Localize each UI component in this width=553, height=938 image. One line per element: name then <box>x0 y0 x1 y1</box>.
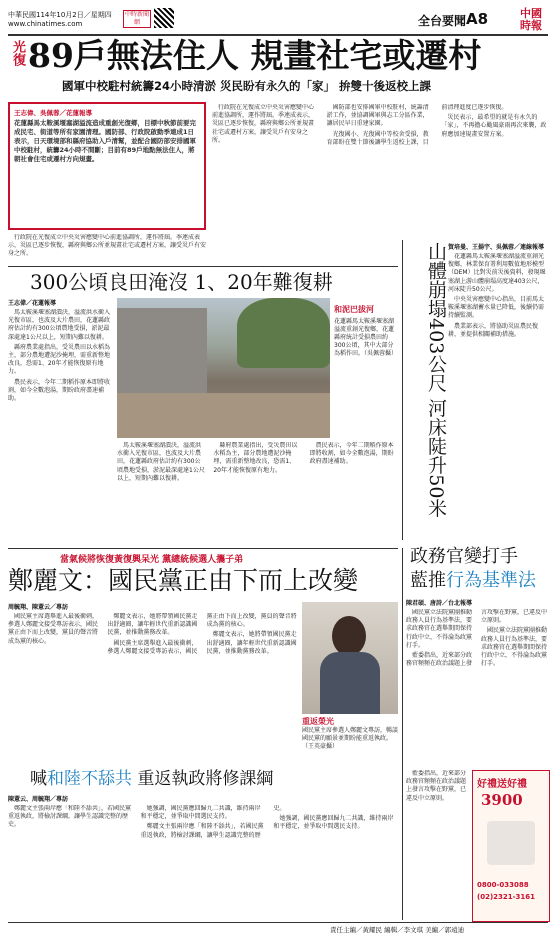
column-divider <box>402 548 403 920</box>
election-headline-line2 <box>410 570 550 592</box>
farmland-body-lower <box>117 442 398 546</box>
portrait-head <box>332 616 366 656</box>
section-divider <box>8 548 398 549</box>
politics-paragraph: 鄭麗文表示，她將帶領國民黨走出舒適圈，讓年輕世代重新認識國民黨，並推動黨務改革。 <box>206 631 297 655</box>
lead-summary: 花蓮縣馬太鞍溪堰塞湖溢流造成重創光復鄉，目標中秋節前要完成民宅、街道等所有家園清理。國防部、行政院啟動季連成1日表示，日天環境部和縣府協助入戶清幫，並配合國防部安排國軍中校駐村，統籌24小時不間斷；目前有89戶地點無法住人，將朝社會住宅或遷村方向規畫。 <box>14 119 196 163</box>
politics-paragraph: 鄭麗文表示，她將帶領國民黨走出舒適圈，讓年輕世代重新認識國民黨，並推動黨務改革。 <box>107 613 198 637</box>
side-story-paragraph: 花蓮縣馬太鞍溪堰塞湖溢流重創光復鄉，林業保育署利用數值地形模型（DEM）比對災前災後資料，發現堰塞湖上游山體崩塌高度達403公尺，河床陡升50公尺。 <box>448 253 546 293</box>
lead-body-paragraph: 行政院在光復成立中央災害應變中心前進協調所，運作將屆。季連成表示，災區已逐步恢復，縣府與鄉公所並規畫社宅或遷村方案，讓受災戶有安身之所。 <box>212 104 315 144</box>
column-divider <box>402 240 403 540</box>
farmland-photo-caption-body: 花蓮縣馬太鞍溪堰塞湖溢流重創光復鄉，花蓮縣府統計受損農田約300公頃，其中大部分為稻作田。（吳佩蓉攝） <box>334 318 398 357</box>
photo-building <box>117 308 207 398</box>
lead-kicker: 光復 <box>10 40 25 66</box>
politics-kicker: 當氣候將恢復黃復興呆光 黨總統候選人攜子弟 <box>60 555 244 565</box>
side-story-byline: 賀培曼、王揚宇、吳佩蓉／連線報導 <box>448 244 545 251</box>
farmland-paragraph: 馬太鞍溪堰塞湖潰決，溢流洪水衝入光復市區，也波及大片農田，花蓮縣政府估計約有300公頃農地受損，淤泥最深處達1公尺以上，短期內難以復耕。 <box>8 309 111 341</box>
politics2-paragraph: 她強調，國民黨應回歸九二共識，維持兩岸和平穩定，並爭取中間選民支持。 <box>140 805 261 821</box>
farmland-byline: 王志偉／花蓮報導 <box>8 300 57 307</box>
lead-body-paragraph: 國防部也安排國軍中校駐村，統籌清淤工作，並協調國軍與志工分區作業，讓居民早日重建家園。 <box>326 104 429 128</box>
politics2-headline-highlight: 和陸不舔共 <box>47 769 132 789</box>
lead-headline: 89戶無法住人 規畫社宅或遷村 <box>28 36 482 75</box>
side-story-paragraph: 農業部表示，將協助災區農民復耕，並提供相關補助措施。 <box>448 322 539 338</box>
masthead <box>8 8 548 34</box>
photo-mud <box>117 393 330 438</box>
politics-photo-caption: 重返榮光 <box>302 716 334 726</box>
masthead-date: 中華民國114年10月2日／星期四 <box>8 11 112 19</box>
app-badge: 中時新聞網 <box>124 11 149 26</box>
portrait-body <box>320 652 380 714</box>
advertisement[interactable] <box>472 770 550 922</box>
footer-credits: 責任主編／黃耀民 編輯／李文琪 美編／郭遠迪 <box>330 926 465 934</box>
election-story <box>406 598 548 768</box>
lead-subhead: 國軍中校駐村統籌24小時清淤 災民盼有永久的「家」 拚雙十後返校上課 <box>62 79 432 93</box>
politics2-headline <box>30 768 400 790</box>
side-story-headline: 山體崩塌403公尺 河床陡升50米 <box>425 242 447 518</box>
election-byline: 陳君碩、唐詩／台北報導 <box>406 600 473 607</box>
farmland-story <box>8 298 113 546</box>
lead-body-paragraph: 光復國小、光復國中等校舍受損，教育部盼在雙十節後讓學生返校上課，目前清理進度已逐步恢復。 <box>326 104 508 146</box>
lead-summary-byline: 王志偉、吳佩蓉／花蓮報導 <box>14 109 92 117</box>
election-paragraph: 藍委指出，近來部分政務官頻頻在政治議題上發言攻擊在野黨，已違反中立原則。 <box>406 609 548 668</box>
ad-product <box>487 821 535 865</box>
farmland-photo <box>117 298 330 438</box>
farmland-paragraph: 縣府農業處指出，受災農田以水稻為主，部分農地遭泥沙掩埋，需重新整地改良，恐需1、20年才能恢復原有地力。 <box>8 343 111 376</box>
politics2-paragraph: 鄭麗文主張兩岸應「和陸不舔共」，若國民黨重返執政，將檢討課綱，讓學生認識完整的歷史。 <box>140 805 286 839</box>
ad-hotline-2: (02)2321-3161 <box>477 893 536 901</box>
ad-title: 好禮送好禮 <box>477 779 527 790</box>
politics-photo <box>302 602 398 714</box>
politics-story <box>8 602 298 764</box>
qr-code-icon <box>154 8 174 28</box>
brand-logo: 中國時報 <box>520 7 542 32</box>
footer-rule <box>8 922 548 923</box>
election-headline-highlight: 行為基準法 <box>446 570 536 591</box>
masthead-url: www.chinatimes.com <box>8 20 83 28</box>
election-headline-pre: 藍推 <box>410 570 446 591</box>
election-body <box>406 609 548 769</box>
side-story <box>448 242 548 542</box>
lead-body-continued <box>8 234 206 264</box>
lead-summary-box <box>8 102 206 230</box>
politics2-body <box>8 805 398 923</box>
side-story-body <box>448 253 548 543</box>
farmland-body <box>8 309 113 544</box>
politics2-headline-part1: 喊 <box>30 769 47 789</box>
election-paragraph: 國民黨立法院黨團推動政務人員行為基準法，要求政務官在選舉期間保持行政中立，不得淪為政黨打手。 <box>406 609 473 649</box>
election-paragraph: 國民黨立法院黨團推動政務人員行為基準法，要求政務官在選舉期間保持行政中立，不得淪為政黨打手。 <box>481 627 548 668</box>
politics-byline: 周毓翔、陳薏云／專訪 <box>8 604 69 611</box>
side-story-paragraph: 中央災害應變中心指出，目前馬太鞍溪堰塞湖蓄水量已降低，後續仍需持續監測。 <box>448 296 545 320</box>
farmland-headline: 300公頃良田淹沒 1、20年難復耕 <box>30 270 333 294</box>
ad-price: 3900 <box>481 791 523 809</box>
election-paragraph: 藍委指出，近來部分政務官頻頻在政治議題上發言攻擊在野黨，已違反中立原則。 <box>406 770 467 802</box>
politics2-byline: 陳薏云、周毓翔／專訪 <box>8 796 69 803</box>
election-headline-line1: 政務官變打手 <box>410 546 518 567</box>
politics2-paragraph: 鄭麗文主張兩岸應「和陸不舔共」，若國民黨重返執政，將檢討課綱，讓學生認識完整的歷史。 <box>8 805 132 829</box>
ad-hotline-1: 0800-033088 <box>477 881 529 889</box>
politics-body <box>8 613 298 765</box>
farmland-paragraph: 縣府農業處指出，受災農田以水稻為主，部分農地遭泥沙掩埋，需重新整地改良，恐需1、20年才能恢復原有地力。 <box>213 442 298 474</box>
section-label: 全台要聞 <box>418 14 467 28</box>
lead-body-paragraph: 災民表示，最希望的就是有永久的「家」，不再擔心颱風豪雨再次來襲，政府應加速規畫安置方案。 <box>441 114 547 138</box>
politics-paragraph: 國民黨主席選舉進入最後衝刺，參選人鄭麗文接受專訪表示，國民黨正由下而上改變，黨員的聲音將成為黨的核心。 <box>107 613 297 655</box>
photo-tree <box>237 298 330 368</box>
farmland-photo-caption: 和泥巴拔河 <box>334 304 374 314</box>
lead-body-paragraph: 行政院在光復成立中央災害應變中心前進協調所，運作將屆。季連成表示，災區已逐步恢復，縣府與鄉公所並規畫社宅或遷村方案，讓受災戶有安身之所。 <box>8 234 206 258</box>
lead-body <box>212 104 548 232</box>
section-divider <box>8 266 398 267</box>
politics2-story <box>8 794 398 920</box>
farmland-paragraph: 農民表示，今年二期稻作原本即將收割，如今全數泡湯，期盼政府盡速補助。 <box>8 378 111 403</box>
farmland-paragraph: 馬太鞍溪堰塞湖潰決，溢流洪水衝入光復市區，也波及大片農田，花蓮縣政府估計約有300公頃農地受損，淤泥最深處達1公尺以上，短期內難以復耕。 <box>117 442 205 482</box>
politics2-paragraph: 她強調，國民黨應回歸九二共識，維持兩岸和平穩定，並爭取中間選民支持。 <box>273 815 394 831</box>
politics-photo-caption-body: 國民黨主席參選人鄭麗文專訪，暢談國民黨的願景並期盼能重返執政。（王英豪攝） <box>302 727 399 750</box>
farmland-paragraph: 農民表示，今年二期稻作原本即將收割，如今全數泡湯，期盼政府盡速補助。 <box>309 442 394 466</box>
election-body-lower <box>406 770 468 920</box>
politics-headline: 鄭麗文：國民黨正由下而上改變 <box>8 566 359 595</box>
politics-photo-caption-box <box>302 716 398 762</box>
farmland-photo-caption-box <box>334 298 398 438</box>
politics-paragraph: 國民黨主席選舉進入最後衝刺，參選人鄭麗文接受專訪表示，國民黨正由下而上改變，黨員的聲音將成為黨的核心。 <box>8 613 99 645</box>
page-number: A8 <box>466 10 489 28</box>
politics2-headline-part2: 重返執政將修課綱 <box>132 769 274 789</box>
